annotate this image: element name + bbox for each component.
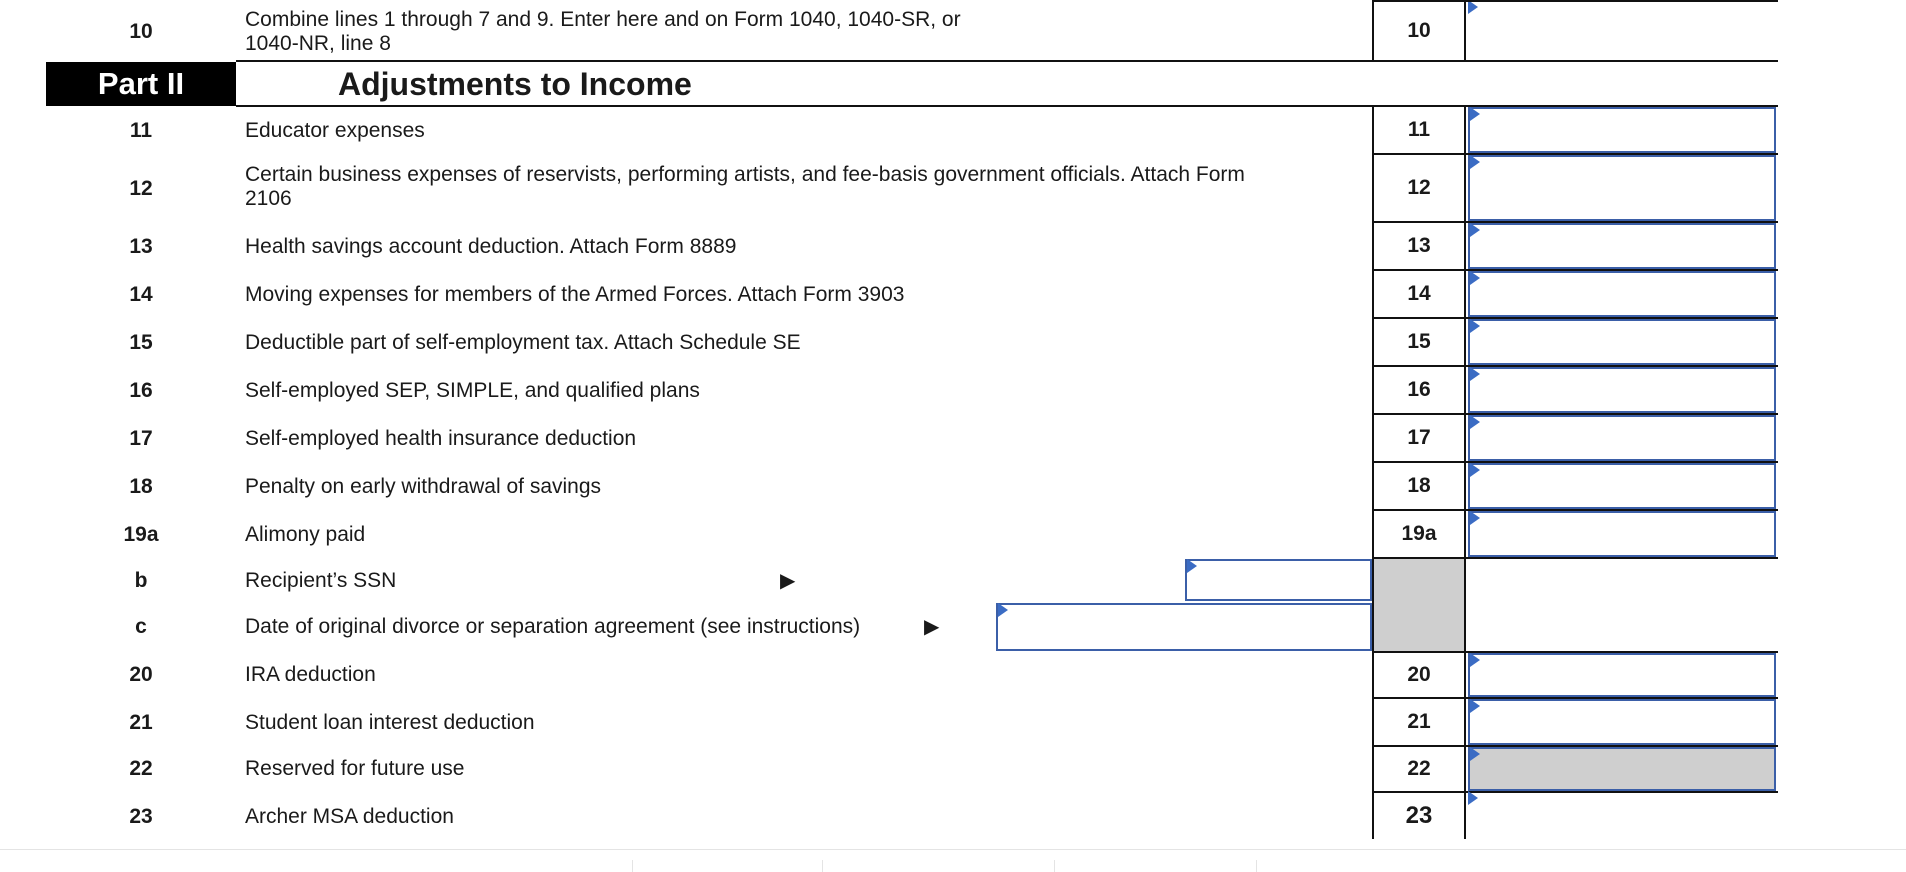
line-box-number xyxy=(1372,653,1466,697)
line-number: 17 xyxy=(129,427,153,450)
recipient-ssn-field[interactable] xyxy=(1185,559,1372,601)
rule xyxy=(1372,0,1778,2)
divorce-date-field[interactable] xyxy=(996,603,1372,651)
line-15-row xyxy=(0,319,1906,365)
line-box-number xyxy=(1372,271,1466,317)
line-box-label: 13 xyxy=(1407,234,1431,257)
line-label-part-2: 2106 xyxy=(245,187,292,210)
line-19b-row xyxy=(0,559,1906,603)
line-number: c xyxy=(135,615,147,638)
line-box-label: 23 xyxy=(1405,802,1433,829)
rule xyxy=(1372,559,1374,651)
line-box-number xyxy=(1372,223,1466,269)
line-number: 22 xyxy=(129,757,153,780)
footer-divider xyxy=(1054,860,1055,872)
line-label-part-1: Certain business expenses of reservists, performing artists, and fee-basis government officials. Attach Form xyxy=(245,163,1245,186)
line-box-label: 15 xyxy=(1407,330,1431,353)
line-label: Student loan interest deduction xyxy=(245,711,535,734)
footer-divider xyxy=(822,860,823,872)
line-number: 11 xyxy=(129,119,153,142)
line-18-row xyxy=(0,463,1906,509)
line-12-amount-field[interactable] xyxy=(1468,155,1776,221)
line-16-amount-field[interactable] xyxy=(1468,367,1776,413)
line-21-amount-field[interactable] xyxy=(1468,699,1776,745)
line-21-row xyxy=(0,699,1906,745)
line-number: 20 xyxy=(129,663,153,686)
line-box-label: 10 xyxy=(1407,19,1431,42)
line-label-part-1: Combine lines 1 through 7 and 9. Enter here and on Form 1040, 1040-SR, or xyxy=(245,8,961,31)
line-label-part-2: 1040-NR, line 8 xyxy=(245,32,391,55)
line-label: Educator expenses xyxy=(245,119,425,142)
line-10-row xyxy=(0,0,1906,60)
line-label: Penalty on early withdrawal of savings xyxy=(245,475,602,498)
footer-divider xyxy=(0,849,1906,850)
line-17-amount-field[interactable] xyxy=(1468,415,1776,461)
line-box-label: 17 xyxy=(1407,426,1431,449)
line-19c-row xyxy=(0,603,1906,651)
line-20-row xyxy=(0,653,1906,697)
line-box-label: 21 xyxy=(1407,710,1431,733)
line-box-number xyxy=(1372,793,1466,839)
line-number: 18 xyxy=(129,475,153,498)
line-number: 15 xyxy=(129,331,153,354)
line-number: 14 xyxy=(129,283,153,306)
footer-divider xyxy=(632,860,633,872)
line-22-row xyxy=(0,747,1906,791)
line-11-row xyxy=(0,107,1906,153)
line-label: Health savings account deduction. Attach Form 8889 xyxy=(245,235,737,258)
line-18-amount-field[interactable] xyxy=(1468,463,1776,509)
line-label: Self-employed health insurance deduction xyxy=(245,427,637,450)
line-box-label: 18 xyxy=(1407,474,1431,497)
line-22-reserved-field xyxy=(1468,747,1776,791)
line-label: Date of original divorce or separation agreement (see instructions) xyxy=(245,615,861,638)
line-box-number xyxy=(1372,463,1466,509)
line-label xyxy=(245,8,961,56)
arrow-icon: ▶ xyxy=(924,616,940,638)
line-box-number xyxy=(1372,107,1466,153)
line-number: b xyxy=(134,569,148,592)
line-box-number xyxy=(1372,2,1466,60)
line-box-number xyxy=(1372,747,1466,791)
line-number: 23 xyxy=(129,805,153,828)
line-box-number xyxy=(1372,367,1466,413)
line-label: Deductible part of self-employment tax. Attach Schedule SE xyxy=(245,331,801,354)
line-box-label: 12 xyxy=(1407,176,1431,199)
line-box-label: 20 xyxy=(1407,663,1431,686)
rule xyxy=(1464,559,1466,651)
line-box-number xyxy=(1372,155,1466,221)
shaded-box xyxy=(1374,559,1464,651)
line-number: 12 xyxy=(129,177,153,200)
line-number: 10 xyxy=(129,20,153,43)
part-title: Adjustments to Income xyxy=(338,66,692,102)
line-label xyxy=(245,163,1245,211)
line-14-row xyxy=(0,271,1906,317)
arrow-icon: ▶ xyxy=(780,570,796,592)
line-13-row xyxy=(0,223,1906,269)
line-20-amount-field[interactable] xyxy=(1468,653,1776,697)
line-14-amount-field[interactable] xyxy=(1468,271,1776,317)
line-13-amount-field[interactable] xyxy=(1468,223,1776,269)
line-label: Alimony paid xyxy=(245,523,366,546)
footer-divider xyxy=(1256,860,1257,872)
part-banner: Part II xyxy=(46,62,236,106)
line-number: 21 xyxy=(129,711,153,734)
line-19a-amount-field[interactable] xyxy=(1468,511,1776,557)
line-number: 16 xyxy=(129,379,153,402)
line-19a-row xyxy=(0,511,1906,557)
line-box-number xyxy=(1372,415,1466,461)
line-number: 13 xyxy=(129,235,153,258)
line-12-row xyxy=(0,155,1906,221)
line-box-label: 16 xyxy=(1407,378,1431,401)
line-label: Recipient’s SSN xyxy=(245,569,397,592)
line-box-label: 11 xyxy=(1407,118,1431,141)
line-box-number xyxy=(1372,699,1466,745)
line-label: Reserved for future use xyxy=(245,757,465,780)
line-10-amount-field[interactable] xyxy=(1468,2,1776,60)
line-box-number xyxy=(1372,319,1466,365)
line-15-amount-field[interactable] xyxy=(1468,319,1776,365)
line-box-label: 22 xyxy=(1407,757,1431,780)
line-box-label: 19a xyxy=(1401,522,1437,545)
line-box-label: 14 xyxy=(1407,282,1431,305)
line-label: Archer MSA deduction xyxy=(245,805,454,828)
line-label: IRA deduction xyxy=(245,663,376,686)
line-23-row xyxy=(0,793,1906,839)
line-box-number xyxy=(1372,511,1466,557)
line-number: 19a xyxy=(123,523,159,546)
line-label: Self-employed SEP, SIMPLE, and qualified plans xyxy=(245,379,700,402)
line-23-amount-field[interactable] xyxy=(1468,793,1776,839)
line-11-amount-field[interactable] xyxy=(1468,107,1776,153)
line-16-row xyxy=(0,367,1906,413)
line-17-row xyxy=(0,415,1906,461)
line-label: Moving expenses for members of the Armed Forces. Attach Form 3903 xyxy=(245,283,905,306)
